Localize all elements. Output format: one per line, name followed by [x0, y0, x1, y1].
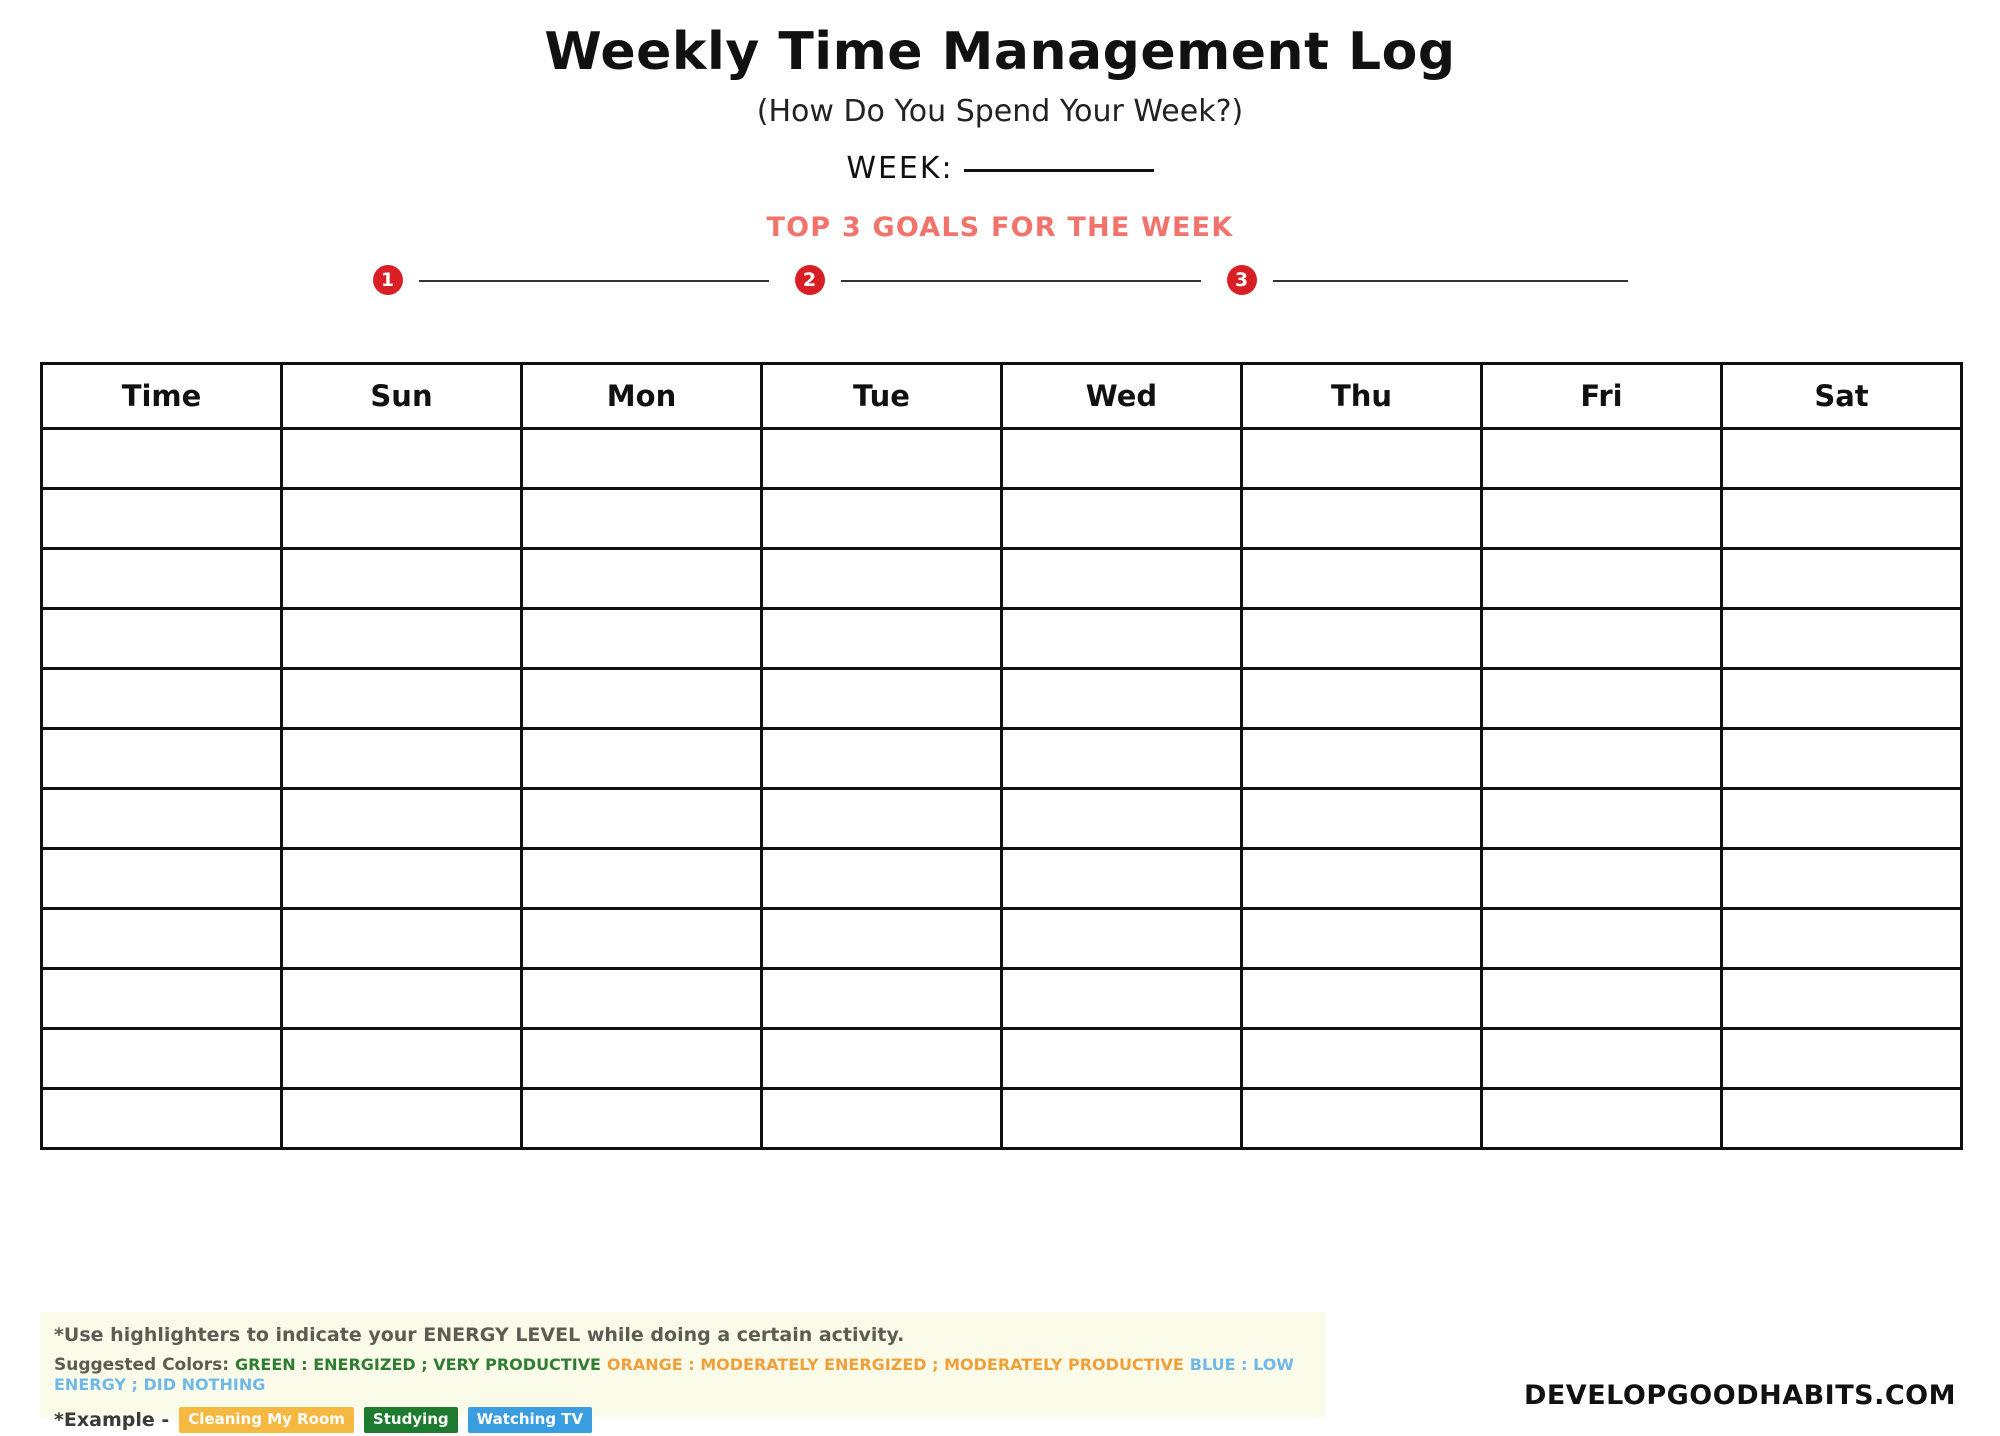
note-prefix: *Use highlighters to indicate your: [54, 1324, 424, 1346]
day-cell[interactable]: [1002, 849, 1242, 909]
day-cell[interactable]: [1242, 909, 1482, 969]
goal-input-line-3[interactable]: [1273, 279, 1628, 282]
day-cell[interactable]: [282, 609, 522, 669]
day-cell[interactable]: [1722, 1089, 1962, 1149]
example-chip-watching-tv: Watching TV: [468, 1407, 593, 1433]
day-cell[interactable]: [1242, 1089, 1482, 1149]
day-cell[interactable]: [522, 849, 762, 909]
table-row: [42, 729, 1962, 789]
day-cell[interactable]: [1722, 789, 1962, 849]
day-cell[interactable]: [522, 969, 762, 1029]
day-cell[interactable]: [1242, 489, 1482, 549]
column-header-thu: Thu: [1242, 364, 1482, 429]
day-cell[interactable]: [1722, 849, 1962, 909]
day-cell[interactable]: [1482, 489, 1722, 549]
example-chip-studying: Studying: [364, 1407, 458, 1433]
suggested-colors-label: Suggested Colors:: [54, 1355, 230, 1375]
day-cell[interactable]: [282, 909, 522, 969]
day-cell[interactable]: [1242, 549, 1482, 609]
day-cell[interactable]: [522, 909, 762, 969]
time-cell[interactable]: [42, 609, 282, 669]
day-cell[interactable]: [1002, 1029, 1242, 1089]
table-row: [42, 669, 1962, 729]
day-cell[interactable]: [1482, 1089, 1722, 1149]
day-cell[interactable]: [762, 1089, 1002, 1149]
day-cell[interactable]: [522, 489, 762, 549]
day-cell[interactable]: [1482, 789, 1722, 849]
day-cell[interactable]: [522, 1029, 762, 1089]
week-input-line[interactable]: [964, 168, 1154, 172]
column-header-tue: Tue: [762, 364, 1002, 429]
table-body: [42, 429, 1962, 1149]
day-cell[interactable]: [282, 549, 522, 609]
swatch-orange-text: ORANGE : MODERATELY ENERGIZED ; MODERATELY PRODUCTIVE: [606, 1355, 1184, 1374]
day-cell[interactable]: [1722, 969, 1962, 1029]
day-cell[interactable]: [1002, 969, 1242, 1029]
table-row: [42, 1029, 1962, 1089]
time-cell[interactable]: [42, 849, 282, 909]
day-cell[interactable]: [282, 1089, 522, 1149]
table-row: [42, 1089, 1962, 1149]
day-cell[interactable]: [1482, 669, 1722, 729]
day-cell[interactable]: [1242, 849, 1482, 909]
day-cell[interactable]: [1722, 909, 1962, 969]
day-cell[interactable]: [1482, 729, 1722, 789]
swatch-green-text: GREEN : ENERGIZED ; VERY PRODUCTIVE: [234, 1355, 601, 1374]
column-header-sun: Sun: [282, 364, 522, 429]
table-row: [42, 609, 1962, 669]
day-cell[interactable]: [522, 669, 762, 729]
day-cell[interactable]: [1482, 429, 1722, 489]
day-cell[interactable]: [522, 609, 762, 669]
day-cell[interactable]: [1722, 429, 1962, 489]
day-cell[interactable]: [1002, 789, 1242, 849]
time-cell[interactable]: [42, 909, 282, 969]
day-cell[interactable]: [1002, 549, 1242, 609]
day-cell[interactable]: [1482, 849, 1722, 909]
day-cell[interactable]: [282, 969, 522, 1029]
table-row: [42, 549, 1962, 609]
table-row: [42, 909, 1962, 969]
day-cell[interactable]: [1482, 1029, 1722, 1089]
day-cell[interactable]: [282, 849, 522, 909]
column-header-wed: Wed: [1002, 364, 1242, 429]
day-cell[interactable]: [1242, 969, 1482, 1029]
table-row: [42, 489, 1962, 549]
column-header-fri: Fri: [1482, 364, 1722, 429]
day-cell[interactable]: [282, 429, 522, 489]
day-cell[interactable]: [1242, 669, 1482, 729]
day-cell[interactable]: [1722, 549, 1962, 609]
note-emphasis: ENERGY LEVEL: [423, 1324, 581, 1346]
schedule-table: [40, 362, 1963, 1150]
day-cell[interactable]: [282, 669, 522, 729]
day-cell[interactable]: [1002, 609, 1242, 669]
day-cell[interactable]: [762, 729, 1002, 789]
day-cell[interactable]: [1002, 669, 1242, 729]
time-cell[interactable]: [42, 489, 282, 549]
time-cell[interactable]: [42, 969, 282, 1029]
day-cell[interactable]: [762, 1029, 1002, 1089]
column-header-mon: Mon: [522, 364, 762, 429]
time-cell[interactable]: [42, 1089, 282, 1149]
time-cell[interactable]: [42, 429, 282, 489]
day-cell[interactable]: [1242, 1029, 1482, 1089]
day-cell[interactable]: [1722, 669, 1962, 729]
note-line-example: [54, 1407, 1313, 1433]
day-cell[interactable]: [522, 429, 762, 489]
day-cell[interactable]: [762, 489, 1002, 549]
day-cell[interactable]: [522, 789, 762, 849]
note-line-energy: [54, 1324, 1313, 1346]
week-label: WEEK:: [846, 151, 954, 186]
day-cell[interactable]: [1722, 489, 1962, 549]
note-suffix: while doing a certain activity.: [580, 1324, 905, 1346]
goal-number-badge-2: 2: [795, 265, 825, 295]
day-cell[interactable]: [1722, 729, 1962, 789]
example-chip-cleaning: Cleaning My Room: [179, 1407, 354, 1433]
day-cell[interactable]: [1002, 729, 1242, 789]
column-header-time: Time: [42, 364, 282, 429]
column-header-sat: Sat: [1722, 364, 1962, 429]
day-cell[interactable]: [522, 729, 762, 789]
time-cell[interactable]: [42, 669, 282, 729]
example-label: *Example -: [54, 1408, 170, 1431]
day-cell[interactable]: [1002, 489, 1242, 549]
day-cell[interactable]: [1722, 609, 1962, 669]
goal-number-badge-3: 3: [1227, 265, 1257, 295]
day-cell[interactable]: [762, 969, 1002, 1029]
day-cell[interactable]: [282, 729, 522, 789]
note-line-colors: [54, 1355, 1313, 1395]
table-row: [42, 429, 1962, 489]
brand-footer: DEVELOPGOODHABITS.COM: [1523, 1380, 1956, 1411]
day-cell[interactable]: [1002, 909, 1242, 969]
week-field-row: [0, 151, 2000, 186]
table-row: [42, 789, 1962, 849]
worksheet-page: [0, 22, 2000, 1436]
table-header-row: [42, 364, 1962, 429]
goals-row: [0, 265, 2000, 295]
day-cell[interactable]: [762, 669, 1002, 729]
day-cell[interactable]: [1002, 1089, 1242, 1149]
goal-item-1: [373, 265, 769, 295]
goal-item-2: [795, 265, 1201, 295]
day-cell[interactable]: [1482, 969, 1722, 1029]
day-cell[interactable]: [282, 489, 522, 549]
goal-item-3: [1227, 265, 1628, 295]
table-row: [42, 969, 1962, 1029]
day-cell[interactable]: [1242, 729, 1482, 789]
goals-heading: TOP 3 GOALS FOR THE WEEK: [766, 212, 1234, 243]
day-cell[interactable]: [1482, 549, 1722, 609]
day-cell[interactable]: [762, 849, 1002, 909]
day-cell[interactable]: [1242, 429, 1482, 489]
table-row: [42, 849, 1962, 909]
day-cell[interactable]: [522, 1089, 762, 1149]
day-cell[interactable]: [1242, 789, 1482, 849]
schedule-table-wrapper: [40, 362, 1960, 1150]
time-cell[interactable]: [42, 1029, 282, 1089]
day-cell[interactable]: [1482, 909, 1722, 969]
day-cell[interactable]: [522, 549, 762, 609]
day-cell[interactable]: [1242, 609, 1482, 669]
swatch-blue-text: BLUE : LOW ENERGY ; DID NOTHING: [54, 1355, 1294, 1394]
day-cell[interactable]: [762, 609, 1002, 669]
day-cell[interactable]: [282, 1029, 522, 1089]
day-cell[interactable]: [762, 429, 1002, 489]
time-cell[interactable]: [42, 729, 282, 789]
time-cell[interactable]: [42, 549, 282, 609]
day-cell[interactable]: [1002, 429, 1242, 489]
goal-number-badge-1: 1: [373, 265, 403, 295]
energy-level-note: [40, 1312, 1325, 1431]
day-cell[interactable]: [762, 909, 1002, 969]
page-title: Weekly Time Management Log: [544, 22, 1456, 82]
page-subtitle: (How Do You Spend Your Week?): [756, 94, 1244, 129]
day-cell[interactable]: [762, 549, 1002, 609]
day-cell[interactable]: [762, 789, 1002, 849]
goal-input-line-1[interactable]: [419, 279, 769, 282]
day-cell[interactable]: [1722, 1029, 1962, 1089]
time-cell[interactable]: [42, 789, 282, 849]
day-cell[interactable]: [1482, 609, 1722, 669]
goal-input-line-2[interactable]: [841, 279, 1201, 282]
day-cell[interactable]: [282, 789, 522, 849]
